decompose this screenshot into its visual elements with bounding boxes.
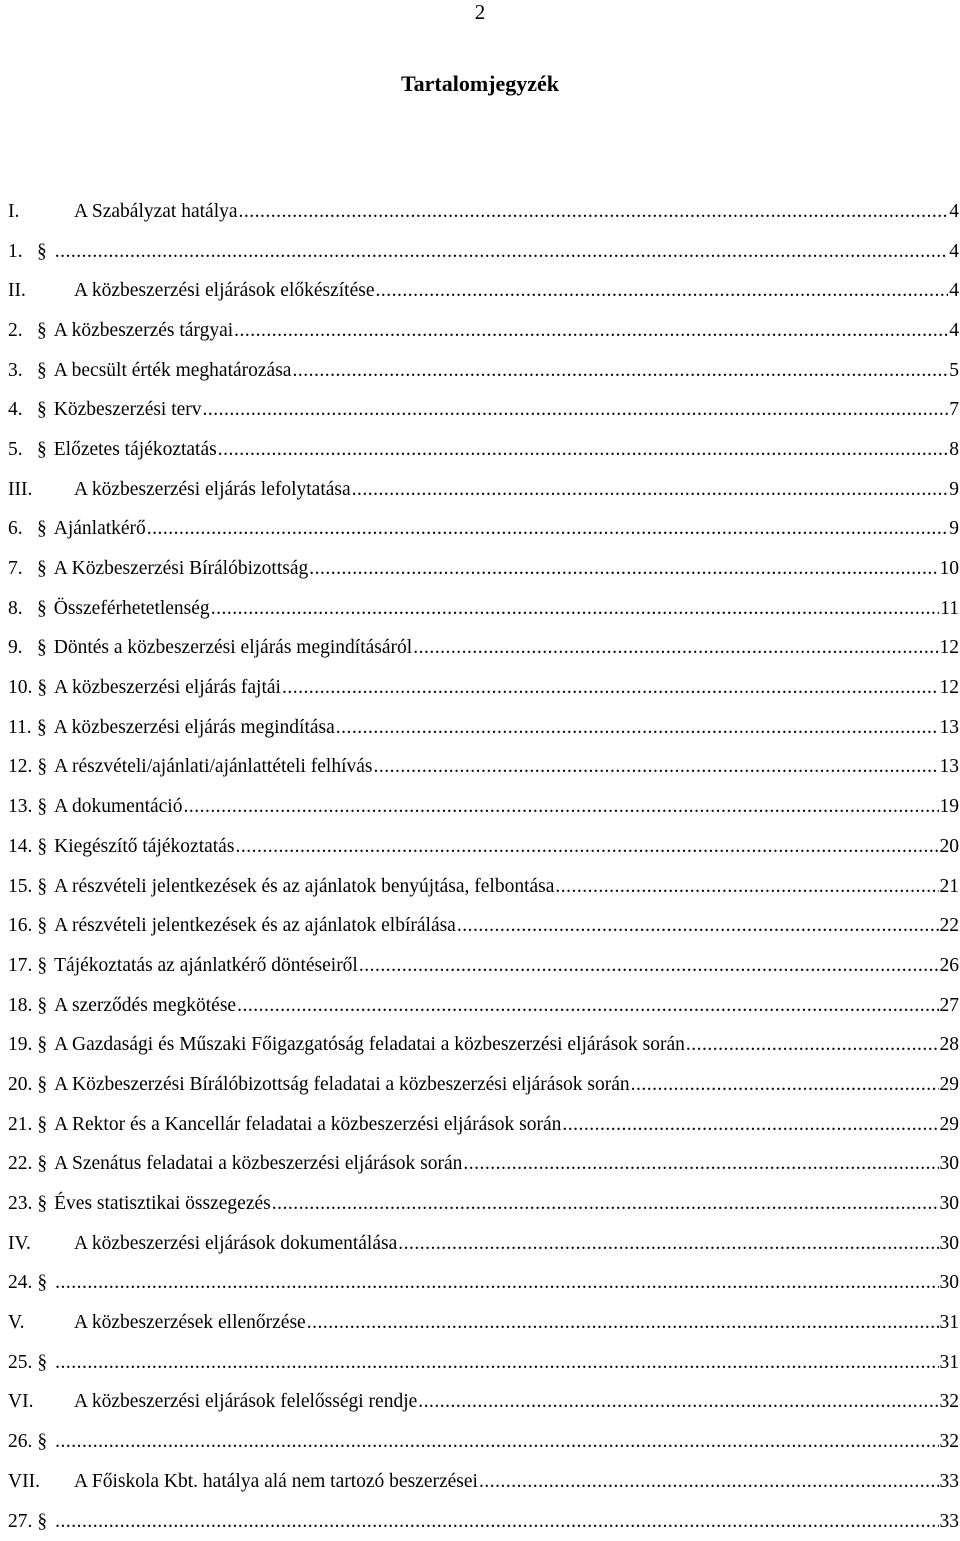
- toc-entry-label: Tájékoztatás az ajánlatkérő döntéseiről: [54, 955, 358, 977]
- toc-entry-label: A Közbeszerzési Bírálóbizottság: [54, 558, 309, 580]
- toc-entry-label: A Rektor és a Kancellár feladatai a közbeszerzési eljárások során: [54, 1114, 561, 1136]
- toc-entry-page: 9: [949, 479, 960, 501]
- toc-entry-number: 16.: [8, 915, 37, 937]
- toc-entry[interactable]: [8, 1462, 960, 1502]
- section-sign-icon: §: [37, 1034, 54, 1056]
- toc-entry-number: 3.: [8, 360, 37, 382]
- section-sign-icon: §: [37, 756, 54, 778]
- toc-entry[interactable]: [8, 867, 960, 907]
- toc-entry-page: 21: [940, 876, 960, 898]
- toc-entry[interactable]: [8, 787, 960, 827]
- dot-leader: [418, 1391, 938, 1413]
- toc-entry-number: 8.: [8, 598, 37, 620]
- dot-leader: [562, 1114, 938, 1136]
- section-sign-icon: §: [37, 677, 54, 699]
- toc-entry-page: 4: [949, 241, 960, 263]
- toc-entry-number: 10.: [8, 677, 37, 699]
- toc-entry-number: 25.: [8, 1352, 37, 1374]
- toc-entry-label: A Közbeszerzési Bírálóbizottság feladatai a közbeszerzési eljárások során: [54, 1074, 630, 1096]
- dot-leader: [234, 320, 948, 342]
- toc-entry[interactable]: [8, 1343, 960, 1383]
- toc-entry[interactable]: [8, 629, 960, 669]
- toc-entry[interactable]: [8, 1025, 960, 1065]
- dot-leader: [239, 201, 949, 223]
- dot-leader: [631, 1074, 939, 1096]
- toc-entry[interactable]: [8, 549, 960, 589]
- toc-entry-page: 31: [940, 1312, 960, 1334]
- toc-entry-page: 31: [940, 1352, 960, 1374]
- toc-entry-number: 12.: [8, 756, 37, 778]
- toc-entry-number: 4.: [8, 399, 37, 421]
- toc-entry-label: A közbeszerzési eljárás fajtái: [54, 677, 281, 699]
- dot-leader: [555, 876, 938, 898]
- dot-leader: [686, 1034, 939, 1056]
- toc-entry[interactable]: [8, 430, 960, 470]
- toc-entry-page: 28: [940, 1034, 960, 1056]
- dot-leader: [374, 756, 939, 778]
- section-sign-icon: §: [37, 717, 54, 739]
- toc-entry[interactable]: [8, 1184, 960, 1224]
- toc-entry-page: 4: [949, 280, 960, 302]
- toc-entry[interactable]: [8, 232, 960, 272]
- toc-entry[interactable]: [8, 1422, 960, 1462]
- toc-entry-label: A becsült érték meghatározása: [54, 360, 292, 382]
- dot-leader: [55, 1272, 938, 1294]
- toc-entry-page: 4: [949, 201, 960, 223]
- toc-entry-number: I.: [8, 201, 74, 223]
- toc-entry[interactable]: [8, 1303, 960, 1343]
- toc-entry-label: Ajánlatkérő: [54, 518, 146, 540]
- toc-entry-page: 29: [940, 1114, 960, 1136]
- toc-entry[interactable]: [8, 1383, 960, 1423]
- dot-leader: [183, 796, 938, 818]
- dot-leader: [463, 1153, 938, 1175]
- toc-entry-label: A dokumentáció: [54, 796, 182, 818]
- dot-leader: [479, 1471, 939, 1493]
- section-sign-icon: §: [37, 558, 54, 580]
- toc-entry-number: 19.: [8, 1034, 37, 1056]
- toc-entry[interactable]: [8, 1502, 960, 1541]
- toc-entry-number: VI.: [8, 1391, 74, 1413]
- toc-entry-page: 8: [949, 439, 960, 461]
- section-sign-icon: §: [37, 876, 54, 898]
- section-sign-icon: §: [37, 1193, 54, 1215]
- toc-entry-label: A közbeszerzési eljárások előkészítése: [74, 280, 375, 302]
- toc-entry-label: Éves statisztikai összegezés: [54, 1193, 271, 1215]
- section-sign-icon: §: [37, 518, 54, 540]
- dot-leader: [309, 558, 938, 580]
- toc-entry-number: III.: [8, 479, 74, 501]
- section-sign-icon: §: [37, 1074, 54, 1096]
- toc-entry-label: A Gazdasági és Műszaki Főigazgatóság feladatai a közbeszerzési eljárások során: [54, 1034, 685, 1056]
- dot-leader: [147, 518, 948, 540]
- toc-entry[interactable]: [8, 986, 960, 1026]
- toc-entry[interactable]: [8, 748, 960, 788]
- toc-entry-page: 13: [940, 717, 960, 739]
- toc-entry-page: 33: [940, 1511, 960, 1533]
- toc-entry[interactable]: [8, 1065, 960, 1105]
- toc-entry-number: 7.: [8, 558, 37, 580]
- toc-entry-label: A közbeszerzés tárgyai: [54, 320, 233, 342]
- toc-entry-label: A közbeszerzési eljárás megindítása: [54, 717, 335, 739]
- toc-entry-page: 19: [940, 796, 960, 818]
- dot-leader: [307, 1312, 939, 1334]
- toc-entry[interactable]: [8, 271, 960, 311]
- toc-entry-number: 24.: [8, 1272, 37, 1294]
- toc-entry[interactable]: [8, 390, 960, 430]
- toc-entry-page: 11: [940, 598, 960, 620]
- toc-entry-label: A Szabályzat hatálya: [74, 201, 238, 223]
- toc-entry[interactable]: [8, 708, 960, 748]
- toc-entry-label: A közbeszerzési eljárás lefolytatása: [74, 479, 351, 501]
- section-sign-icon: §: [37, 915, 54, 937]
- dot-leader: [282, 677, 939, 699]
- toc-entry-label: A Főiskola Kbt. hatálya alá nem tartozó beszerzései: [74, 1471, 478, 1493]
- section-sign-icon: §: [37, 995, 54, 1017]
- toc-entry-page: 26: [940, 955, 960, 977]
- toc-entry-page: 9: [949, 518, 960, 540]
- section-sign-icon: §: [37, 241, 54, 263]
- toc-entry-number: 18.: [8, 995, 37, 1017]
- section-sign-icon: §: [37, 637, 54, 659]
- toc-entry[interactable]: [8, 1264, 960, 1304]
- toc-entry-number: 14.: [8, 836, 37, 858]
- dot-leader: [376, 280, 949, 302]
- toc-entry-number: 27.: [8, 1511, 37, 1533]
- toc-entry-label: Közbeszerzési terv: [54, 399, 202, 421]
- toc-entry[interactable]: [8, 668, 960, 708]
- section-sign-icon: §: [37, 1431, 54, 1453]
- toc-entry-number: 2.: [8, 320, 37, 342]
- toc-entry-page: 7: [949, 399, 960, 421]
- toc-entry-page: 12: [940, 677, 960, 699]
- toc-entry-page: 22: [940, 915, 960, 937]
- section-sign-icon: §: [37, 439, 54, 461]
- toc-entry-label: Kiegészítő tájékoztatás: [54, 836, 234, 858]
- toc-entry-number: 1.: [8, 241, 37, 263]
- toc-entry-number: 23.: [8, 1193, 37, 1215]
- section-sign-icon: §: [37, 360, 54, 382]
- section-sign-icon: §: [37, 1352, 54, 1374]
- toc-entry-page: 4: [949, 320, 960, 342]
- toc-entry-number: 15.: [8, 876, 37, 898]
- dot-leader: [211, 598, 940, 620]
- toc-entry[interactable]: [8, 906, 960, 946]
- toc-entry-page: 33: [940, 1471, 960, 1493]
- toc-entry-number: 5.: [8, 439, 37, 461]
- section-sign-icon: §: [37, 598, 54, 620]
- dot-leader: [352, 479, 949, 501]
- dot-leader: [218, 439, 949, 461]
- toc-entry[interactable]: [8, 510, 960, 550]
- dot-leader: [55, 241, 949, 263]
- table-of-contents: [8, 192, 960, 1541]
- dot-leader: [336, 717, 939, 739]
- toc-entry-number: II.: [8, 280, 74, 302]
- toc-entry[interactable]: [8, 1105, 960, 1145]
- toc-entry-page: 5: [949, 360, 960, 382]
- toc-entry-label: A szerződés megkötése: [54, 995, 236, 1017]
- toc-entry-number: 22.: [8, 1153, 37, 1175]
- toc-entry-number: VII.: [8, 1471, 74, 1493]
- section-sign-icon: §: [37, 836, 54, 858]
- page-number: 2: [0, 0, 960, 24]
- toc-entry-label: Összeférhetetlenség: [54, 598, 210, 620]
- toc-entry-page: 30: [940, 1153, 960, 1175]
- toc-entry-number: 6.: [8, 518, 37, 540]
- toc-entry-page: 30: [940, 1272, 960, 1294]
- section-sign-icon: §: [37, 796, 54, 818]
- section-sign-icon: §: [37, 1272, 54, 1294]
- toc-entry-label: A közbeszerzések ellenőrzése: [74, 1312, 306, 1334]
- toc-entry-page: 32: [940, 1431, 960, 1453]
- toc-entry-label: A részvételi/ajánlati/ajánlattételi felhívás: [54, 756, 372, 778]
- toc-entry-page: 10: [940, 558, 960, 580]
- section-sign-icon: §: [37, 955, 54, 977]
- toc-entry-page: 30: [940, 1193, 960, 1215]
- toc-entry[interactable]: [8, 470, 960, 510]
- toc-entry-number: 20.: [8, 1074, 37, 1096]
- toc-entry[interactable]: [8, 311, 960, 351]
- dot-leader: [398, 1233, 938, 1255]
- dot-leader: [55, 1352, 938, 1374]
- toc-entry-page: 13: [940, 756, 960, 778]
- dot-leader: [203, 399, 949, 421]
- toc-entry-number: IV.: [8, 1233, 74, 1255]
- toc-entry-number: 9.: [8, 637, 37, 659]
- toc-entry-page: 20: [940, 836, 960, 858]
- toc-entry-number: 17.: [8, 955, 37, 977]
- toc-entry-label: A részvételi jelentkezések és az ajánlatok benyújtása, felbontása: [54, 876, 554, 898]
- toc-entry-label: A közbeszerzési eljárások felelősségi rendje: [74, 1391, 417, 1413]
- dot-leader: [55, 1431, 938, 1453]
- section-sign-icon: §: [37, 1114, 54, 1136]
- toc-entry-label: A közbeszerzési eljárások dokumentálása: [74, 1233, 397, 1255]
- dot-leader: [457, 915, 939, 937]
- toc-entry-label: A részvételi jelentkezések és az ajánlatok elbírálása: [54, 915, 456, 937]
- toc-entry[interactable]: [8, 946, 960, 986]
- toc-entry-page: 29: [940, 1074, 960, 1096]
- page-title: Tartalomjegyzék: [0, 70, 960, 98]
- section-sign-icon: §: [37, 399, 54, 421]
- toc-entry-page: 30: [940, 1233, 960, 1255]
- section-sign-icon: §: [37, 320, 54, 342]
- toc-entry-page: 27: [940, 995, 960, 1017]
- toc-entry-page: 32: [940, 1391, 960, 1413]
- toc-entry[interactable]: [8, 192, 960, 232]
- dot-leader: [272, 1193, 939, 1215]
- dot-leader: [55, 1511, 938, 1533]
- toc-entry-number: 13.: [8, 796, 37, 818]
- toc-entry[interactable]: [8, 827, 960, 867]
- toc-entry-number: V.: [8, 1312, 74, 1334]
- dot-leader: [359, 955, 939, 977]
- toc-entry[interactable]: [8, 351, 960, 391]
- toc-entry-number: 21.: [8, 1114, 37, 1136]
- toc-entry[interactable]: [8, 1224, 960, 1264]
- dot-leader: [235, 836, 938, 858]
- toc-entry-number: 11.: [8, 717, 37, 739]
- toc-entry-label: Döntés a közbeszerzési eljárás megindításáról: [54, 637, 412, 659]
- dot-leader: [413, 637, 938, 659]
- toc-entry[interactable]: [8, 1145, 960, 1185]
- toc-entry[interactable]: [8, 589, 960, 629]
- toc-entry-number: 26.: [8, 1431, 37, 1453]
- toc-entry-page: 12: [940, 637, 960, 659]
- toc-entry-label: A Szenátus feladatai a közbeszerzési eljárások során: [54, 1153, 462, 1175]
- dot-leader: [237, 995, 938, 1017]
- dot-leader: [292, 360, 948, 382]
- section-sign-icon: §: [37, 1511, 54, 1533]
- section-sign-icon: §: [37, 1153, 54, 1175]
- toc-entry-label: Előzetes tájékoztatás: [54, 439, 217, 461]
